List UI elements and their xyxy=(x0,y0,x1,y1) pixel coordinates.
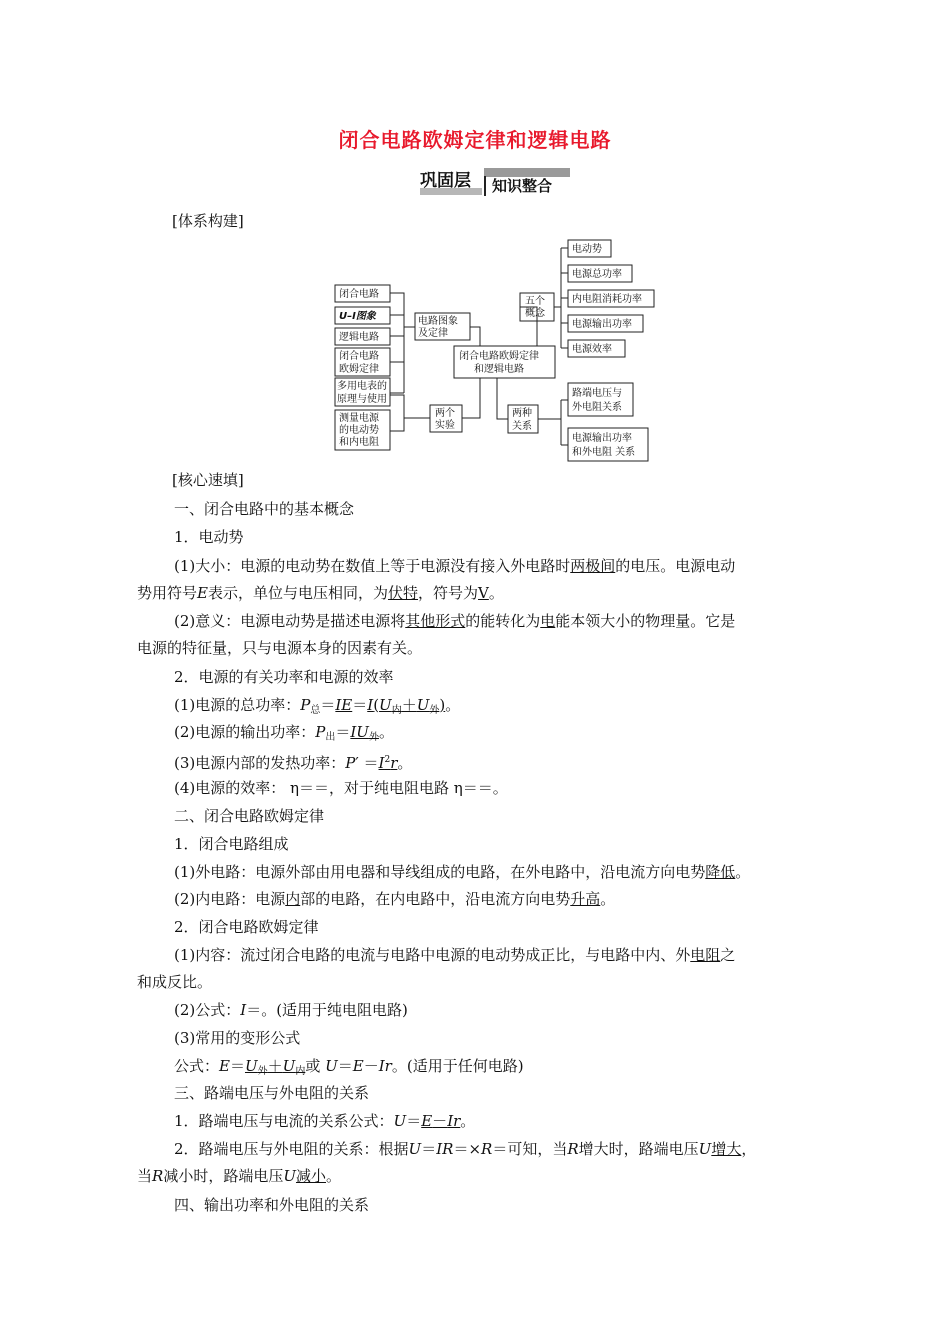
diagram-label: 关系 xyxy=(512,421,532,432)
diagram-label: 欧姆定律 xyxy=(339,364,379,375)
diagram-label: 闭合电路欧姆定律 xyxy=(459,351,539,362)
concept-map xyxy=(330,235,670,467)
diagram-label: 电路图象 xyxy=(418,316,458,327)
diagram-label: 电源输出功率 xyxy=(572,319,632,330)
subheading: 2．电源的有关功率和电源的效率 xyxy=(174,668,394,686)
paragraph: 2．路端电压与外电阻的关系：根据U＝IR＝×R＝可知，当R增大时，路端电压U增大， xyxy=(174,1140,757,1158)
diagram-label: 及定律 xyxy=(418,328,448,339)
subheading: 2．闭合电路欧姆定律 xyxy=(174,918,319,936)
diagram-label: 测量电源 xyxy=(339,413,379,424)
paragraph: 和成反比。 xyxy=(137,973,213,991)
paragraph: (1)大小：电源的电动势在数值上等于电源没有接入外电路时两极间的电压。电源电动 xyxy=(174,557,736,575)
diagram-label: 内电阻消耗功率 xyxy=(572,294,642,305)
diagram-label: 路端电压与 xyxy=(572,388,622,399)
diagram-label: 逻辑电路 xyxy=(339,332,379,343)
diagram-label: 电源总功率 xyxy=(572,269,622,280)
paragraph: 势用符号E表示，单位与电压相同，为伏特，符号为V。 xyxy=(137,584,504,602)
diagram-label: 五个 xyxy=(525,296,545,307)
paragraph: 电源的特征量，只与电源本身的因素有关。 xyxy=(137,639,423,657)
diagram-label: 两种 xyxy=(512,408,532,419)
diagram-label: 实验 xyxy=(435,420,455,431)
paragraph: (1)外电路：电源外部由用电器和导线组成的电路，在外电路中，沿电流方向电势降低。 xyxy=(174,863,751,881)
heading: 三、路端电压与外电阻的关系 xyxy=(174,1084,370,1102)
section-system: [体系构建] xyxy=(172,212,244,230)
diagram-label: 多用电表的 xyxy=(337,381,387,392)
section-core: [核心速填] xyxy=(172,471,244,489)
diagram-label: 电源效率 xyxy=(572,344,612,355)
diagram-label: 的电动势 xyxy=(339,425,379,436)
banner-left: 巩固层 xyxy=(420,171,471,191)
paragraph: (2)内电路：电源内部的电路，在内电路中，沿电流方向电势升高。 xyxy=(174,890,616,908)
diagram-label: 外电阻关系 xyxy=(572,402,622,413)
page-title: 闭合电路欧姆定律和逻辑电路 xyxy=(338,128,612,152)
diagram-label: 和内电阻 xyxy=(339,437,379,448)
diagram-label: 概念 xyxy=(525,308,545,319)
banner-right: 知识整合 xyxy=(484,176,570,196)
diagram-label: 闭合电路 xyxy=(339,289,379,300)
diagram-label: 原理与使用 xyxy=(337,394,387,405)
heading: 一、闭合电路中的基本概念 xyxy=(174,500,355,518)
formula-line: 公式：$E=U_外+U_内$或 U＝E－Ir。(适用于任何电路) xyxy=(174,1057,524,1077)
heading: 四、输出功率和外电阻的关系 xyxy=(174,1196,370,1214)
formula-line: (1)电源的总功率：$P_总=IE=I(U_内+U_外)$。 xyxy=(174,696,461,716)
formula-line: 1．路端电压与电流的关系公式：U＝E－Ir。 xyxy=(174,1112,476,1130)
subheading: 1．闭合电路组成 xyxy=(174,835,289,853)
formula-line: (2)公式：I＝。(适用于纯电阻电路) xyxy=(174,1001,408,1019)
paragraph: (3)常用的变形公式 xyxy=(174,1029,301,1047)
subheading: 1．电动势 xyxy=(174,528,244,546)
paragraph: (2)意义：电源电动势是描述电源将其他形式的能转化为电能本领大小的物理量。它是 xyxy=(174,612,736,630)
paragraph: (1)内容：流过闭合电路的电流与电路中电源的电动势成正比，与电路中内、外电阻之 xyxy=(174,946,736,964)
formula-line: (3)电源内部的发热功率：$P' =I^2r$。 xyxy=(174,754,413,772)
paragraph: 当R减小时，路端电压U减小。 xyxy=(137,1167,342,1185)
heading: 二、闭合电路欧姆定律 xyxy=(174,807,325,825)
diagram-label: 闭合电路 xyxy=(339,351,379,362)
formula-line: (2)电源的输出功率：$P_出=IU_外$。 xyxy=(174,723,394,743)
formula-line: (4)电源的效率： η＝＝，对于纯电阻电路 η＝＝。 xyxy=(174,779,508,797)
diagram-label: U–I图象 xyxy=(339,311,376,322)
diagram-label: 两个 xyxy=(435,408,455,419)
diagram-label: 电动势 xyxy=(572,244,602,255)
section-banner xyxy=(420,166,570,196)
diagram-label: 和外电阻 关系 xyxy=(572,447,636,458)
diagram-label: 电源输出功率 xyxy=(572,433,632,444)
diagram-label: 和逻辑电路 xyxy=(474,364,524,375)
